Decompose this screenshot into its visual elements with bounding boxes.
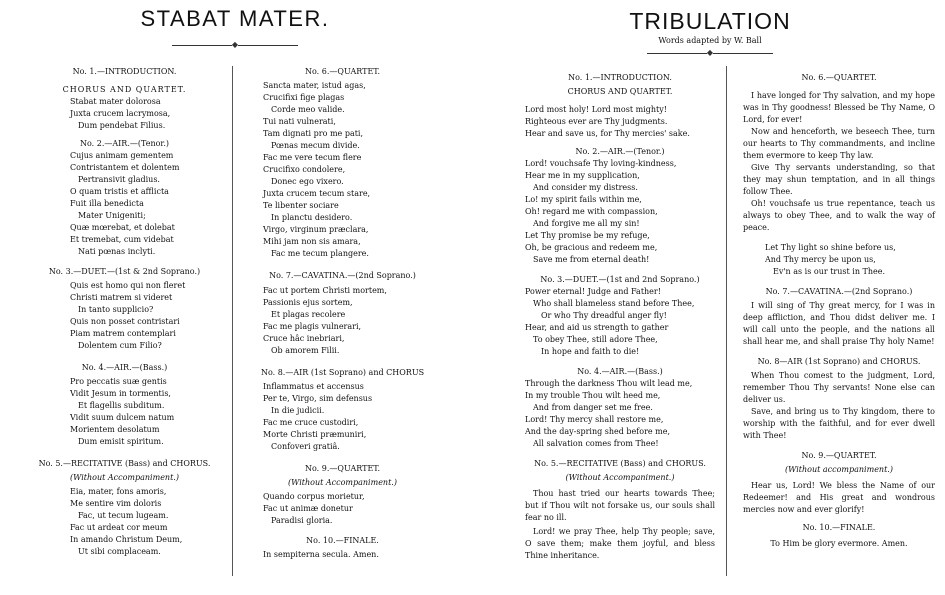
verse-line: Hear me in my supplication, <box>525 171 640 180</box>
verse-line: Through the darkness Thou wilt lead me, <box>525 379 693 388</box>
paragraph: Save, and bring us to Thy kingdom, there to worship with the faithful, and for ever dwell with Thee! <box>743 407 935 440</box>
verse-line: Who shall blameless stand before Thee, <box>533 299 695 308</box>
section-heading: No. 10.—FINALE. <box>306 536 379 545</box>
verse-line: Et plagas recolere <box>271 310 346 319</box>
verse-line: Cujus animam gementem <box>70 151 174 160</box>
section-subheading: (Without Accompaniment.) <box>288 478 397 487</box>
column-rule <box>232 66 233 576</box>
verse-line: Te libenter sociare <box>263 201 339 210</box>
verse-line: To obey Thee, still adore Thee, <box>533 335 658 344</box>
section-subheading: (Without Accompaniment.) <box>70 473 179 482</box>
section-heading: No. 9.—QUARTET. <box>801 451 877 460</box>
verse-line: Fac me cruce custodiri, <box>263 418 359 427</box>
verse-line: To Him be glory evermore. Amen. <box>770 539 908 548</box>
section-subheading: (Without Accompaniment.) <box>565 473 675 482</box>
verse-line: Vidit Jesum in tormentis, <box>70 389 171 398</box>
verse-line: Stabat mater dolorosa <box>70 97 161 106</box>
page-title: STABAT MATER. <box>140 6 330 31</box>
verse-line: Tam dignati pro me pati, <box>263 129 364 138</box>
verse-line: Dolentem cum Filio? <box>78 341 162 350</box>
verse <box>32 150 217 258</box>
verse-line: Fac ut ardeat cor meum <box>70 523 168 532</box>
verse-line: Et flagellis subditum. <box>78 401 165 410</box>
verse-line: Tui nati vulnerati, <box>263 117 336 126</box>
verse-line: Vidit suum dulcem natum <box>70 413 175 422</box>
verse-line: Hear, and aid us strength to gather <box>525 323 669 332</box>
section-heading: No. 8.—AIR (1st Soprano) and CHORUS <box>260 368 425 377</box>
section-heading: No. 4.—AIR.—(Bass.) <box>577 367 663 376</box>
verse-line: Inflammatus et accensus <box>263 382 364 391</box>
verse-line: Quis est homo qui non fleret <box>70 281 186 290</box>
verse-line: In planctu desidero. <box>271 213 353 222</box>
verse <box>525 286 715 358</box>
right-column-1 <box>525 72 715 562</box>
section-heading: No. 7.—CAVATINA.—(2nd Soprano.) <box>269 271 416 280</box>
verse-line: In amando Christum Deum, <box>70 535 183 544</box>
verse-line: In sempiterna secula. Amen. <box>263 550 379 559</box>
section-heading: No. 8—AIR (1st Soprano) and CHORUS. <box>757 357 921 366</box>
verse-line: Fac ut animæ donetur <box>263 504 353 513</box>
ornament-divider: ◆ <box>0 40 470 49</box>
verse-line: Let Thy promise be my refuge, <box>525 231 650 240</box>
verse-line: Fac me plagis vulnerari, <box>263 322 362 331</box>
section-heading: No. 1.—INTRODUCTION. <box>568 73 672 82</box>
verse-line: Fac me vere tecum flere <box>263 153 362 162</box>
verse-line: Piam matrem contemplari <box>70 329 176 338</box>
verse-line: Per te, Virgo, sim defensus <box>263 394 373 403</box>
verse-line: Let Thy light so shine before us, <box>765 243 896 252</box>
paragraph: I have longed for Thy salvation, and my hope was in Thy goodness! Blessed be Thy Name, O Lord, for ever! <box>743 91 935 124</box>
verse-line: Juxta crucem lacrymosa, <box>70 109 171 118</box>
verse-line: Mihi jam non sis amara, <box>263 237 361 246</box>
verse-line: Or who Thy dreadful anger fly! <box>541 311 667 320</box>
verse-line: Morte Christi præmuniri, <box>263 430 367 439</box>
verse <box>525 158 715 266</box>
verse-line: Quis non posset contristari <box>70 317 180 326</box>
verse-line: Quando corpus morietur, <box>263 492 365 501</box>
verse-line: Crucifixo condolere, <box>263 165 346 174</box>
section-heading: No. 5.—RECITATIVE (Bass) and CHORUS. <box>534 459 706 468</box>
verse-line: Lo! my spirit fails within me, <box>525 195 642 204</box>
verse-line: And from danger set me free. <box>533 403 653 412</box>
section-heading: No. 4.—AIR.—(Bass.) <box>81 363 168 372</box>
verse-line: O quam tristis et afflicta <box>70 187 169 196</box>
column-rule <box>726 66 727 576</box>
section-heading: No. 6.—QUARTET. <box>801 73 877 82</box>
verse-line: Corde meo valide. <box>271 105 345 114</box>
verse-line: Oh, be gracious and redeem me, <box>525 243 658 252</box>
verse-line: And consider my distress. <box>533 183 638 192</box>
verse-line: Ob amorem Filii. <box>271 346 340 355</box>
verse-line: In my trouble Thou wilt heed me, <box>525 391 661 400</box>
verse-line: All salvation comes from Thee! <box>533 439 659 448</box>
section-heading: No. 7.—CAVATINA.—(2nd Soprano.) <box>765 287 913 296</box>
verse-line: Et tremebat, cum videbat <box>70 235 174 244</box>
verse-line: Oh! regard me with compassion, <box>525 207 658 216</box>
verse-line: Lord most holy! Lord most mighty! <box>525 105 667 114</box>
section-heading: No. 5.—RECITATIVE (Bass) and CHORUS. <box>38 459 211 468</box>
verse-line: Ut sibi complaceam. <box>78 547 161 556</box>
section-heading: No. 3.—DUET.—(1st and 2nd Soprano.) <box>540 275 700 284</box>
verse-line: Eia, mater, fons amoris, <box>70 487 167 496</box>
verse <box>743 242 935 278</box>
verse <box>32 486 217 558</box>
verse-line: Pertransivit gladius. <box>78 175 160 184</box>
verse-line: Righteous ever are Thy judgments. <box>525 117 668 126</box>
page-title: TRIBULATION <box>629 8 791 34</box>
section-heading: No. 3.—DUET.—(1st & 2nd Soprano.) <box>48 267 201 276</box>
verse-line: Dum emisit spiritum. <box>78 437 164 446</box>
verse-line: Paradisi gloria. <box>271 516 333 525</box>
ornament-divider: ◆ <box>475 48 945 57</box>
right-column-2 <box>743 72 935 550</box>
section-heading: No. 2.—AIR.—(Tenor.) <box>575 147 665 156</box>
verse-line: Pœnas mecum divide. <box>271 141 360 150</box>
verse-line: Lord! Thy mercy shall restore me, <box>525 415 664 424</box>
paragraph: Lord! we pray Thee, help Thy people; save, O save them; make them joyful, and bless Thine inheritance. <box>525 527 715 560</box>
verse-line: Cruce hâc inebriari, <box>263 334 345 343</box>
verse-line: Virgo, virginum præclara, <box>263 225 369 234</box>
verse-line: Fac, ut tecum lugeam. <box>78 511 169 520</box>
verse-line: Hear and save us, for Thy mercies' sake. <box>525 129 690 138</box>
verse-line: Pro peccatis suæ gentis <box>70 377 167 386</box>
paragraph: I will sing of Thy great mercy, for I was in deep affliction, and Thou didst deliver me. I will call unto the people, and the nations all shall hear me, and shall praise Thy holy Name! <box>743 301 935 346</box>
verse-line: Contristantem et dolentem <box>70 163 180 172</box>
section-heading: No. 1.—INTRODUCTION. <box>72 67 177 76</box>
section-heading: CHORUS AND QUARTET. <box>567 87 673 96</box>
verse <box>245 80 440 260</box>
verse-line: Juxta crucem tecum stare, <box>263 189 371 198</box>
verse <box>32 96 217 132</box>
paragraph: Now and henceforth, we beseech Thee, turn our hearts to Thy commandments, and incline them evermore to keep Thy law. <box>743 127 935 160</box>
verse-line: In hope and faith to die! <box>541 347 640 356</box>
section-subheading: (Without accompaniment.) <box>785 465 893 474</box>
paragraph: Oh! vouchsafe us true repentance, teach us always to obey Thee, and to walk the way of peace. <box>743 199 935 232</box>
verse-line: Christi matrem si videret <box>70 293 173 302</box>
verse-line: And the day-spring shed before me, <box>525 427 671 436</box>
tribulation-page <box>475 0 945 595</box>
section-heading: No. 9.—QUARTET. <box>305 464 380 473</box>
section-heading: No. 10.—FINALE. <box>802 523 876 532</box>
verse-line: Nati pœnas inclyti. <box>78 247 156 256</box>
verse-line: Fuit illa benedicta <box>70 199 144 208</box>
verse-line: Confoveri gratiâ. <box>271 442 340 451</box>
verse-line: Power eternal! Judge and Father! <box>525 287 661 296</box>
verse-line: Morientem desolatum <box>70 425 160 434</box>
verse-line: Crucifixi fige plagas <box>263 93 345 102</box>
left-column-2 <box>245 66 440 561</box>
verse-line: And forgive me all my sin! <box>533 219 640 228</box>
verse-line: Passionis ejus sortem, <box>263 298 353 307</box>
verse <box>245 491 440 527</box>
section-heading: CHORUS AND QUARTET. <box>62 85 187 94</box>
verse-line: In die judicii. <box>271 406 325 415</box>
verse <box>245 381 440 453</box>
verse <box>32 376 217 448</box>
verse-line: Mater Unigeniti; <box>78 211 146 220</box>
verse <box>525 378 715 450</box>
verse <box>525 104 715 140</box>
verse-line: In tanto supplicio? <box>78 305 154 314</box>
page-subtitle: Words adapted by W. Ball <box>658 36 762 45</box>
section-heading: No. 6.—QUARTET. <box>305 67 380 76</box>
stabat-mater-page <box>0 0 470 595</box>
verse-line: Sancta mater, istud agas, <box>263 81 366 90</box>
verse-line: Lord! vouchsafe Thy loving-kindness, <box>525 159 677 168</box>
verse-line: Ev'n as is our trust in Thee. <box>773 267 886 276</box>
paragraph: Thou hast tried our hearts towards Thee; but if Thou wilt not forsake us, our souls shall fear no ill. <box>525 489 715 522</box>
section-heading: No. 2.—AIR.—(Tenor.) <box>79 139 170 148</box>
paragraph: Hear us, Lord! We bless the Name of our Redeemer! and His great and wondrous mercies now and ever glorify! <box>743 481 935 514</box>
verse-line: And Thy mercy be upon us, <box>765 255 876 264</box>
verse-line: Donec ego vixero. <box>271 177 344 186</box>
verse <box>245 285 440 357</box>
verse-line: Dum pendebat Filius. <box>78 121 166 130</box>
verse-line: Fac ut portem Christi mortem, <box>263 286 387 295</box>
paragraph: Give Thy servants understanding, so that they may shun temptation, and in all things follow Thee. <box>743 163 935 196</box>
verse-line: Fac me tecum plangere. <box>271 249 369 258</box>
paragraph: When Thou comest to the judgment, Lord, remember Thou Thy servants! None else can deliver us. <box>743 371 935 404</box>
verse <box>32 280 217 352</box>
verse-line: Me sentire vim doloris <box>70 499 162 508</box>
verse-line: Quæ mœrebat, et dolebat <box>70 223 175 232</box>
verse-line: Save me from eternal death! <box>533 255 650 264</box>
left-column-1 <box>32 66 217 558</box>
